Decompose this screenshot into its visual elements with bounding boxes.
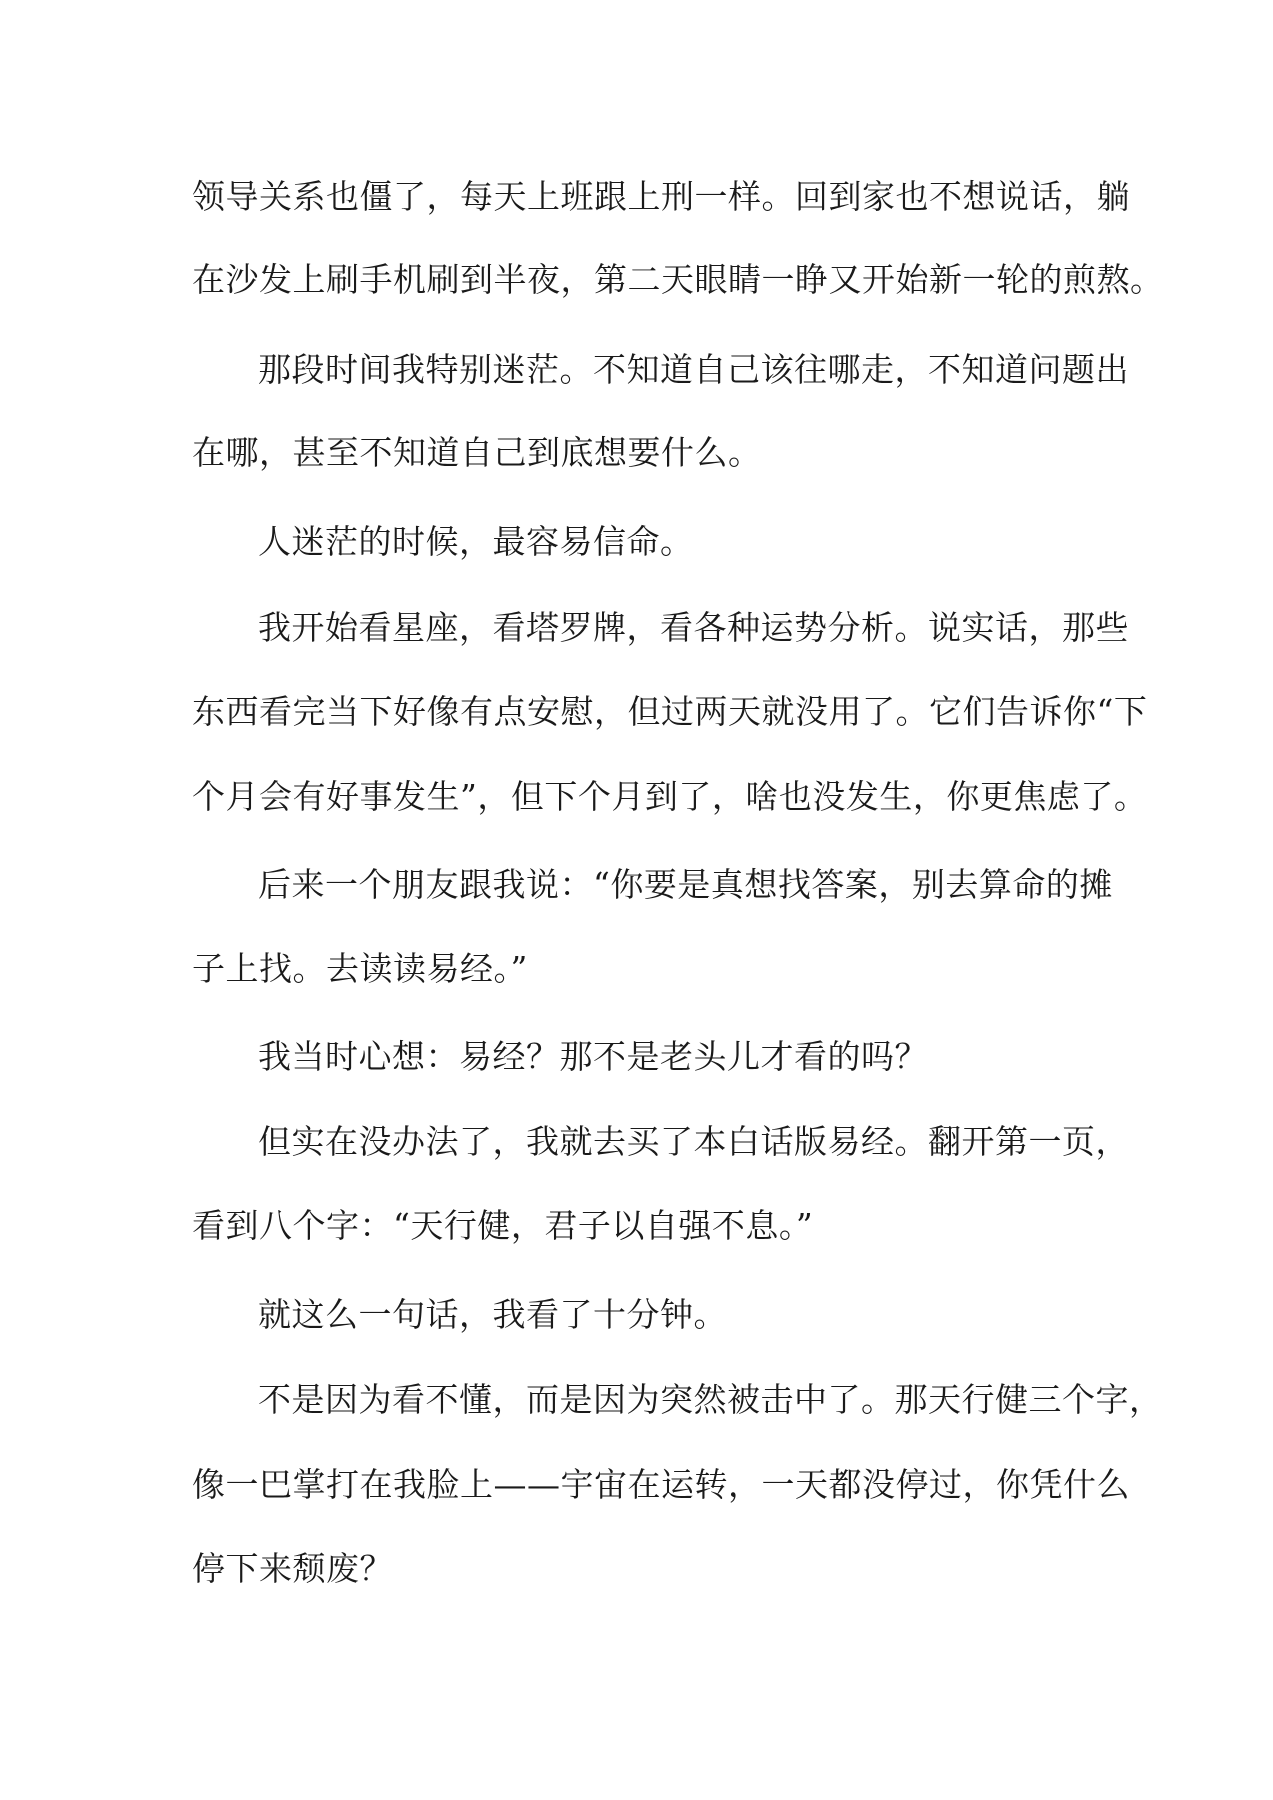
text-line: 在哪，甚至不知道自己到底想要什么。 (192, 433, 762, 472)
text-line: 在沙发上刷手机刷到半夜，第二天眼睛一睁又开始新一轮的煎熬。 (192, 260, 1164, 299)
text-line: 领导关系也僵了，每天上班跟上刑一样。回到家也不想说话，躺 (192, 177, 1130, 216)
text-line: 像一巴掌打在我脸上——宇宙在运转，一天都没停过，你凭什么 (192, 1465, 1130, 1504)
text-line: 不是因为看不懂，而是因为突然被击中了。那天行健三个字， (258, 1380, 1163, 1419)
text-line: 后来一个朋友跟我说：“你要是真想找答案，别去算命的摊 (258, 865, 1113, 904)
text-line: 就这么一句话，我看了十分钟。 (258, 1295, 727, 1334)
text-line: 人迷茫的时候，最容易信命。 (258, 522, 694, 561)
text-line: 但实在没办法了，我就去买了本白话版易经。翻开第一页， (258, 1122, 1129, 1161)
text-line: 个月会有好事发生”，但下个月到了，啥也没发生，你更焦虑了。 (192, 777, 1148, 816)
text-line: 我开始看星座，看塔罗牌，看各种运势分析。说实话，那些 (258, 608, 1129, 647)
text-line: 停下来颓废？ (192, 1549, 393, 1588)
text-line: 看到八个字：“天行健，君子以自强不息。” (192, 1206, 814, 1245)
text-line: 东西看完当下好像有点安慰，但过两天就没用了。它们告诉你“下 (192, 692, 1148, 731)
text-line: 那段时间我特别迷茫。不知道自己该往哪走，不知道问题出 (258, 350, 1129, 389)
text-line: 子上找。去读读易经。” (192, 949, 528, 988)
text-line: 我当时心想：易经？那不是老头儿才看的吗？ (258, 1037, 928, 1076)
